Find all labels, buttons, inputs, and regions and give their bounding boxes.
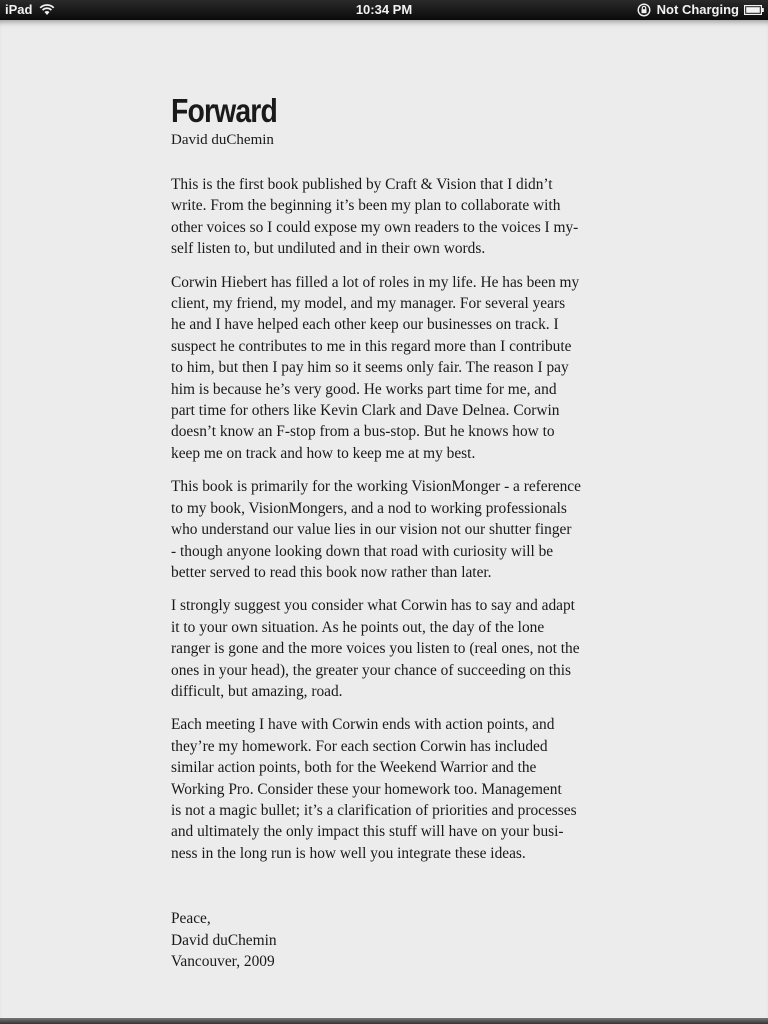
paragraph: This book is primarily for the working VisionMonger - a reference to my book, VisionMongers, and a nod to working professionals who understand our value lies in our vision not our shutter finger - though anyone looking down that road with curiosity will be better served to read this book now rather than later. xyxy=(171,478,581,581)
status-right xyxy=(637,2,764,17)
battery-icon xyxy=(744,5,764,15)
paragraph: Corwin Hiebert has filled a lot of roles in my life. He has been my client, my friend, my model, and my manager. For several years he and I have helped each other keep our businesses on track. I suspect he contributes to me in this regard more than I contribute to him, but then I pay him so it seems only fair. The reason I pay him is because he’s very good. He works part time for me, and part time for others like Kevin Clark and Dave Delnea. Corwin doesn’t know an F-stop from a bus-stop. But he knows how to keep me on track and how to keep me at my best. xyxy=(171,273,580,462)
signoff-salutation: Peace, xyxy=(171,910,211,928)
paragraph: This is the first book published by Craft & Vision that I didn’t write. From the beginning it’s been my plan to collaborate with other voices so I could expose my own readers to the voices I my- self listen to, but undiluted and in their own words. xyxy=(171,176,579,258)
signoff xyxy=(171,908,607,972)
signoff-place-date: Vancouver, 2009 xyxy=(171,953,275,970)
page-content xyxy=(171,92,607,972)
signoff-name: David duChemin xyxy=(171,931,277,949)
paragraph: I strongly suggest you consider what Corwin has to say and adapt it to your own situation. As he points out, the day of the lone ranger is gone and the more voices you listen to (real ones, not the ones in your head), the greater your chance of succeeding on this difficult, but amazing, road. xyxy=(171,597,580,700)
page-bottom-edge xyxy=(0,1018,768,1024)
chapter-author: David duChemin xyxy=(171,132,274,148)
clock: 10:34 PM xyxy=(355,2,413,17)
rotation-lock-icon xyxy=(637,3,651,17)
charging-status: Not Charging xyxy=(656,2,739,17)
chapter-title: Forward xyxy=(171,92,277,129)
device-label: iPad xyxy=(5,2,33,17)
paragraph: Each meeting I have with Corwin ends with action points, and they’re my homework. For each section Corwin has included similar action points, both for the Weekend Warrior and the Working Pro. Consider these your homework too. Management is not a magic bullet; it’s a clarification of priorities and processes and ultimately the only impact this stuff will have on your busi- ness in the long run is how well you integrate these ideas. xyxy=(171,716,577,862)
reader-page[interactable] xyxy=(0,20,768,1018)
status-bar xyxy=(0,0,768,20)
